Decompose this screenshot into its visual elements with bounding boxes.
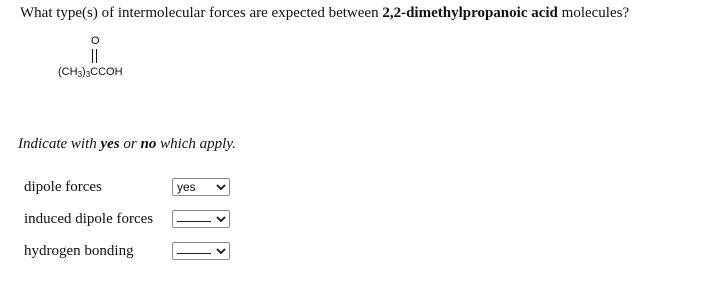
question-prefix: What type(s) of intermolecular forces are expected between bbox=[20, 5, 383, 21]
instruction-prefix: Indicate with bbox=[18, 136, 101, 152]
empty-value-line bbox=[177, 253, 211, 254]
select-induced-dipole-forces[interactable] bbox=[172, 210, 230, 228]
oxygen-atom: O bbox=[91, 35, 100, 47]
row-label-dipole-forces: dipole forces bbox=[24, 179, 102, 195]
instruction-suffix: which apply. bbox=[156, 136, 236, 152]
row-label-hydrogen-bonding: hydrogen bonding bbox=[24, 243, 134, 259]
instruction-no: no bbox=[140, 136, 157, 152]
formula-part: (CH bbox=[58, 66, 78, 78]
select-value: yes bbox=[177, 180, 196, 194]
instruction-text bbox=[18, 136, 236, 153]
select-hydrogen-bonding[interactable] bbox=[172, 242, 230, 260]
chevron-down-icon bbox=[216, 215, 226, 223]
formula-subscript: 3 bbox=[77, 70, 83, 79]
compound-name: 2,2-dimethylpropanoic acid bbox=[382, 5, 558, 21]
formula-subscript: 3 bbox=[85, 70, 91, 79]
formula-part: CCOH bbox=[90, 66, 123, 78]
instruction-yes: yes bbox=[100, 136, 120, 152]
question-suffix: molecules? bbox=[557, 5, 630, 21]
row-label-induced-dipole-forces: induced dipole forces bbox=[24, 211, 154, 227]
structure-diagram bbox=[58, 36, 168, 86]
instruction-middle: or bbox=[119, 136, 141, 152]
empty-value-line bbox=[177, 221, 211, 222]
double-bond bbox=[92, 49, 97, 63]
question-text bbox=[20, 5, 629, 22]
chevron-down-icon bbox=[216, 183, 226, 191]
chevron-down-icon bbox=[216, 247, 226, 255]
select-dipole-forces[interactable] bbox=[172, 178, 230, 196]
formula-part: ) bbox=[82, 66, 86, 78]
condensed-formula bbox=[58, 65, 123, 79]
